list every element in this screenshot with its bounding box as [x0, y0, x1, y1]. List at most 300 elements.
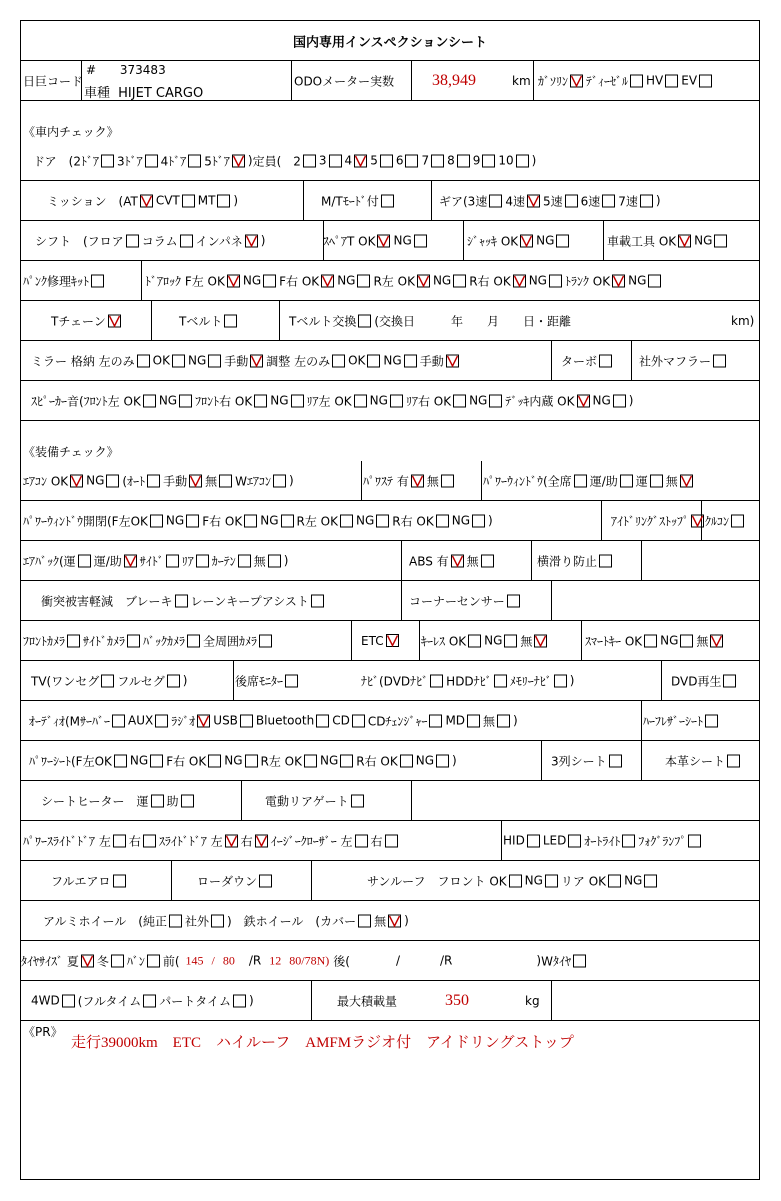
- check-checkbox[interactable]: [714, 234, 727, 247]
- check-label: ターボ: [561, 354, 598, 368]
- check-label: ﾃﾞｯｷ内蔵 OK: [505, 394, 575, 408]
- check-label: 4: [344, 153, 353, 168]
- check-label: 9: [472, 153, 481, 168]
- check-checkbox[interactable]: [70, 474, 83, 487]
- check-checkbox[interactable]: [181, 794, 194, 807]
- check-label: AUX: [128, 713, 154, 728]
- check-checkbox[interactable]: [352, 714, 365, 727]
- check-checkbox[interactable]: [303, 154, 316, 167]
- check-group: [289, 312, 571, 329]
- check-checkbox[interactable]: [380, 154, 393, 167]
- check-label: ﾊｰﾌﾚｻﾞｰｼｰﾄ: [643, 714, 704, 728]
- check-checkbox[interactable]: [175, 594, 188, 607]
- check-checkbox[interactable]: [155, 714, 168, 727]
- check-label: NG: [158, 393, 178, 408]
- check-checkbox[interactable]: [599, 354, 612, 367]
- check-checkbox[interactable]: [417, 274, 430, 287]
- check-row: [21, 221, 759, 261]
- check-checkbox[interactable]: [574, 474, 587, 487]
- check-checkbox[interactable]: [489, 394, 502, 407]
- check-checkbox[interactable]: [358, 914, 371, 927]
- check-label: M/Tﾓｰﾄﾞ付: [321, 194, 379, 208]
- check-checkbox[interactable]: [224, 314, 237, 327]
- check-checkbox[interactable]: [179, 394, 192, 407]
- check-group: [33, 152, 536, 169]
- check-row: [21, 581, 759, 621]
- check-checkbox[interactable]: [710, 634, 723, 647]
- check-label: (ｵｰﾄ: [122, 474, 146, 488]
- check-checkbox[interactable]: [285, 674, 298, 687]
- check-checkbox[interactable]: [489, 194, 502, 207]
- check-checkbox[interactable]: [430, 674, 443, 687]
- check-label: 社外: [184, 914, 209, 928]
- check-label: 5ﾄﾞｱ: [204, 154, 230, 168]
- check-checkbox[interactable]: [321, 274, 334, 287]
- check-checkbox[interactable]: [429, 714, 442, 727]
- check-checkbox[interactable]: [453, 274, 466, 287]
- check-checkbox[interactable]: [608, 874, 621, 887]
- check-checkbox[interactable]: [431, 154, 444, 167]
- check-checkbox[interactable]: [329, 154, 342, 167]
- check-checkbox[interactable]: [340, 514, 353, 527]
- check-label: ): [569, 673, 575, 688]
- inspection-sheet: [20, 20, 760, 1180]
- check-checkbox[interactable]: [208, 354, 221, 367]
- check-checkbox[interactable]: [180, 234, 193, 247]
- check-checkbox[interactable]: [225, 834, 238, 847]
- check-checkbox[interactable]: [527, 834, 540, 847]
- check-checkbox[interactable]: [497, 714, 510, 727]
- check-checkbox[interactable]: [182, 194, 195, 207]
- check-label: 6: [395, 153, 404, 168]
- check-label: 7速: [618, 194, 638, 208]
- cell-divider: [661, 661, 662, 700]
- check-checkbox[interactable]: [468, 634, 481, 647]
- check-checkbox[interactable]: [451, 554, 464, 567]
- check-label: ﾊﾞｯｸｶﾒﾗ: [143, 634, 186, 648]
- check-label: ﾗｼﾞｵ: [171, 714, 196, 728]
- check-checkbox[interactable]: [688, 834, 701, 847]
- check-label: 6速: [580, 194, 601, 208]
- check-row: [21, 341, 759, 381]
- check-checkbox[interactable]: [186, 514, 199, 527]
- check-checkbox[interactable]: [232, 154, 245, 167]
- check-checkbox[interactable]: [640, 194, 653, 207]
- check-group: [41, 792, 197, 809]
- check-label: レーンキープアシスト: [190, 594, 309, 608]
- check-checkbox[interactable]: [678, 234, 691, 247]
- check-checkbox[interactable]: [467, 714, 480, 727]
- check-checkbox[interactable]: [554, 674, 567, 687]
- check-checkbox[interactable]: [520, 234, 533, 247]
- check-group: [179, 312, 240, 329]
- check-checkbox[interactable]: [565, 194, 578, 207]
- check-checkbox[interactable]: [507, 594, 520, 607]
- check-row: [21, 781, 759, 821]
- check-label: NG: [694, 233, 713, 248]
- check-label: NG: [415, 753, 435, 768]
- code-label-cell: [21, 61, 84, 100]
- cell-divider: [603, 221, 604, 260]
- check-checkbox[interactable]: [534, 634, 547, 647]
- check-checkbox[interactable]: [172, 354, 185, 367]
- check-checkbox[interactable]: [167, 674, 180, 687]
- check-checkbox[interactable]: [376, 514, 389, 527]
- check-label: 後席ﾓﾆﾀｰ: [235, 674, 284, 688]
- check-label: Wｴｱｺﾝ: [235, 474, 272, 488]
- check-checkbox[interactable]: [549, 274, 562, 287]
- check-label: ﾊﾟﾜｽﾃ 有: [363, 474, 409, 488]
- check-checkbox[interactable]: [494, 674, 507, 687]
- check-checkbox[interactable]: [196, 554, 209, 567]
- check-group: [551, 752, 625, 769]
- check-checkbox[interactable]: [354, 394, 367, 407]
- check-checkbox[interactable]: [509, 874, 522, 887]
- check-label: LED: [542, 833, 567, 848]
- cell-divider: [401, 581, 402, 620]
- check-checkbox[interactable]: [613, 394, 626, 407]
- check-checkbox[interactable]: [644, 634, 657, 647]
- check-checkbox[interactable]: [400, 754, 413, 767]
- check-checkbox[interactable]: [151, 794, 164, 807]
- check-checkbox[interactable]: [254, 394, 267, 407]
- check-checkbox[interactable]: [357, 274, 370, 287]
- check-checkbox[interactable]: [609, 754, 622, 767]
- check-label: ﾊﾟﾜｰｳｨﾝﾄﾞｳ開閉(F左OK: [23, 514, 148, 528]
- check-checkbox[interactable]: [238, 554, 251, 567]
- check-label: F右 OK: [279, 274, 320, 288]
- check-checkbox[interactable]: [67, 634, 80, 647]
- check-checkbox[interactable]: [385, 834, 398, 847]
- check-label: (交換日 年 月 日・距離: [374, 314, 572, 328]
- check-group: [321, 192, 397, 209]
- check-label: NG: [355, 513, 375, 528]
- check-checkbox[interactable]: [233, 994, 246, 1007]
- check-checkbox[interactable]: [411, 474, 424, 487]
- cell-divider: [351, 621, 352, 660]
- check-checkbox[interactable]: [354, 154, 367, 167]
- check-checkbox[interactable]: [245, 234, 258, 247]
- check-checkbox[interactable]: [527, 194, 540, 207]
- check-checkbox[interactable]: [189, 474, 202, 487]
- fuel-checkbox[interactable]: [630, 74, 643, 87]
- check-checkbox[interactable]: [713, 354, 726, 367]
- check-row: [21, 501, 759, 541]
- check-checkbox[interactable]: [101, 154, 114, 167]
- check-checkbox[interactable]: [145, 154, 158, 167]
- fuel-options: [538, 72, 715, 89]
- check-checkbox[interactable]: [351, 794, 364, 807]
- check-group: [197, 872, 275, 889]
- check-checkbox[interactable]: [602, 194, 615, 207]
- check-checkbox[interactable]: [255, 834, 268, 847]
- check-checkbox[interactable]: [680, 634, 693, 647]
- check-checkbox[interactable]: [187, 634, 200, 647]
- check-label: 右: [128, 834, 141, 848]
- check-label: ｻｲﾄﾞ: [139, 554, 164, 568]
- check-checkbox[interactable]: [644, 874, 657, 887]
- check-checkbox[interactable]: [404, 354, 417, 367]
- check-checkbox[interactable]: [332, 354, 345, 367]
- check-label: MD: [445, 713, 466, 728]
- check-checkbox[interactable]: [377, 234, 390, 247]
- cell-divider: [151, 301, 152, 340]
- check-checkbox[interactable]: [62, 994, 75, 1007]
- check-checkbox[interactable]: [127, 634, 140, 647]
- check-checkbox[interactable]: [245, 754, 258, 767]
- check-checkbox[interactable]: [273, 474, 286, 487]
- check-checkbox[interactable]: [453, 394, 466, 407]
- load-unit: kg: [525, 994, 540, 1008]
- check-checkbox[interactable]: [650, 474, 663, 487]
- check-group: [29, 752, 457, 769]
- check-label: 右: [240, 834, 253, 848]
- load-value: 350: [445, 992, 469, 1009]
- check-label: ﾌﾛﾝﾄ右 OK: [195, 394, 253, 408]
- cell-divider: [411, 781, 412, 820]
- check-label: サンルーフ フロント OK: [367, 874, 507, 888]
- check-label: 運/助: [589, 474, 618, 488]
- check-checkbox[interactable]: [250, 354, 263, 367]
- check-checkbox[interactable]: [648, 274, 661, 287]
- check-label: 全周囲ｶﾒﾗ: [203, 634, 258, 648]
- check-group: [639, 352, 729, 369]
- tire-rear-close: ): [536, 953, 542, 968]
- check-label: OK: [348, 353, 366, 368]
- check-group: [51, 872, 129, 889]
- check-checkbox[interactable]: [545, 874, 558, 887]
- tire-summer-checkbox[interactable]: [81, 954, 94, 967]
- check-checkbox[interactable]: [291, 394, 304, 407]
- check-group: [29, 712, 518, 729]
- check-checkbox[interactable]: [723, 674, 736, 687]
- check-checkbox[interactable]: [568, 834, 581, 847]
- check-checkbox[interactable]: [620, 474, 633, 487]
- check-group: [35, 232, 265, 249]
- check-checkbox[interactable]: [114, 754, 127, 767]
- check-label: 社外マフラー: [639, 354, 712, 368]
- check-label: R右 OK: [356, 754, 398, 768]
- check-label: NG: [260, 513, 279, 528]
- check-label: R左 OK: [296, 514, 338, 528]
- check-checkbox[interactable]: [140, 194, 153, 207]
- check-label: インパネ: [195, 234, 243, 248]
- check-checkbox[interactable]: [188, 154, 201, 167]
- check-checkbox[interactable]: [126, 234, 139, 247]
- check-checkbox[interactable]: [227, 274, 240, 287]
- cell-divider: [171, 861, 172, 900]
- fuel-label: HV: [646, 73, 664, 88]
- check-checkbox[interactable]: [281, 514, 294, 527]
- tire-van-checkbox[interactable]: [147, 954, 160, 967]
- check-checkbox[interactable]: [137, 354, 150, 367]
- check-checkbox[interactable]: [268, 554, 281, 567]
- check-group: [561, 352, 615, 369]
- check-group: [235, 672, 301, 689]
- check-checkbox[interactable]: [240, 714, 253, 727]
- cell-divider: [641, 741, 642, 780]
- check-group: [363, 472, 457, 489]
- code-label: 日巨コード: [23, 74, 84, 88]
- check-label: ﾊﾟﾝｸ修理ｷｯﾄ: [23, 274, 90, 288]
- check-group: [361, 634, 402, 648]
- check-row: [21, 381, 759, 421]
- code-value: 373483: [119, 63, 166, 77]
- check-label: ): [452, 753, 457, 768]
- check-group: [731, 314, 754, 328]
- check-checkbox[interactable]: [147, 474, 160, 487]
- check-label: ) 鉄ホイール (カバー: [226, 914, 357, 928]
- check-checkbox[interactable]: [124, 554, 137, 567]
- check-label: NG: [592, 393, 611, 408]
- check-checkbox[interactable]: [358, 314, 371, 327]
- check-checkbox[interactable]: [386, 634, 399, 647]
- check-checkbox[interactable]: [169, 914, 182, 927]
- odo-value: 38,949: [432, 71, 476, 89]
- check-checkbox[interactable]: [436, 514, 449, 527]
- check-checkbox[interactable]: [112, 714, 125, 727]
- check-checkbox[interactable]: [577, 394, 590, 407]
- tire-front-aspect: 80: [222, 953, 235, 967]
- tire-rear-r: /R: [440, 953, 453, 968]
- check-checkbox[interactable]: [113, 834, 126, 847]
- code-model-cell: [81, 61, 291, 100]
- tire-w-checkbox[interactable]: [573, 954, 586, 967]
- check-checkbox[interactable]: [197, 714, 210, 727]
- check-checkbox[interactable]: [390, 394, 403, 407]
- check-label: シートヒーター 運: [41, 794, 149, 808]
- check-label: ﾒﾓﾘｰﾅﾋﾞ: [509, 674, 552, 688]
- check-label: ｶｰﾃﾝ: [211, 554, 236, 568]
- tire-front-slash: /: [211, 953, 215, 967]
- check-checkbox[interactable]: [680, 474, 693, 487]
- fuel-checkbox[interactable]: [570, 74, 583, 87]
- check-label: ｱｲﾄﾞﾘﾝｸﾞｽﾄｯﾌﾟ: [611, 514, 690, 528]
- check-checkbox[interactable]: [143, 394, 156, 407]
- check-label: ミラー 格納 左のみ: [31, 354, 135, 368]
- check-checkbox[interactable]: [78, 554, 91, 567]
- check-checkbox[interactable]: [388, 914, 401, 927]
- cell-divider: [481, 461, 482, 500]
- check-checkbox[interactable]: [622, 834, 635, 847]
- check-checkbox[interactable]: [414, 234, 427, 247]
- check-checkbox[interactable]: [143, 994, 156, 1007]
- check-group: [23, 472, 294, 489]
- check-label: CVT: [155, 193, 180, 208]
- cell-divider: [431, 181, 432, 220]
- check-label: NG: [383, 353, 402, 368]
- check-label: 無: [520, 634, 533, 648]
- check-checkbox[interactable]: [457, 154, 470, 167]
- check-checkbox[interactable]: [441, 474, 454, 487]
- check-checkbox[interactable]: [91, 274, 104, 287]
- check-checkbox[interactable]: [244, 514, 257, 527]
- check-checkbox[interactable]: [143, 834, 156, 847]
- check-group: [439, 192, 661, 209]
- check-checkbox[interactable]: [211, 914, 224, 927]
- check-label: ABS 有: [409, 554, 449, 568]
- check-group: [665, 752, 743, 769]
- check-checkbox[interactable]: [150, 754, 163, 767]
- check-group: [409, 592, 523, 609]
- check-checkbox[interactable]: [436, 754, 449, 767]
- check-checkbox[interactable]: [166, 554, 179, 567]
- check-checkbox[interactable]: [513, 274, 526, 287]
- cell-divider: [551, 581, 552, 620]
- tire-winter-checkbox[interactable]: [111, 954, 124, 967]
- check-checkbox[interactable]: [106, 474, 119, 487]
- check-checkbox[interactable]: [446, 354, 459, 367]
- check-label: NG: [393, 233, 412, 248]
- odo-unit: km: [512, 73, 531, 88]
- check-checkbox[interactable]: [731, 514, 744, 527]
- check-label: ): [247, 153, 253, 168]
- fuel-checkbox[interactable]: [699, 74, 712, 87]
- check-checkbox[interactable]: [612, 274, 625, 287]
- check-group: [41, 592, 327, 609]
- check-checkbox[interactable]: [217, 194, 230, 207]
- check-row: [21, 821, 759, 861]
- check-checkbox[interactable]: [108, 314, 121, 327]
- check-row: [21, 861, 759, 901]
- cell-divider: [241, 781, 242, 820]
- check-checkbox[interactable]: [556, 234, 569, 247]
- check-checkbox[interactable]: [219, 474, 232, 487]
- check-checkbox[interactable]: [113, 874, 126, 887]
- cell-divider: [541, 741, 542, 780]
- check-checkbox[interactable]: [481, 554, 494, 567]
- check-group: [671, 672, 739, 689]
- check-label: 3: [318, 153, 327, 168]
- check-checkbox[interactable]: [340, 754, 353, 767]
- check-checkbox[interactable]: [367, 354, 380, 367]
- check-group: [705, 512, 747, 529]
- check-group: [23, 832, 401, 849]
- check-checkbox[interactable]: [599, 554, 612, 567]
- check-label: Tベルト: [179, 314, 223, 328]
- check-checkbox[interactable]: [259, 634, 272, 647]
- check-label: R右 OK: [392, 514, 434, 528]
- tire-front-rim: 12: [269, 953, 282, 967]
- load-cell: [331, 981, 571, 1021]
- check-checkbox[interactable]: [259, 874, 272, 887]
- check-checkbox[interactable]: [150, 514, 163, 527]
- check-label: ドア (2ﾄﾞｱ: [33, 154, 99, 168]
- check-checkbox[interactable]: [405, 154, 418, 167]
- check-label: リア OK: [560, 874, 607, 888]
- check-checkbox[interactable]: [504, 634, 517, 647]
- check-checkbox[interactable]: [482, 154, 495, 167]
- cell-divider: [141, 261, 142, 300]
- check-checkbox[interactable]: [381, 194, 394, 207]
- check-checkbox[interactable]: [311, 594, 324, 607]
- check-checkbox[interactable]: [516, 154, 529, 167]
- cell-divider: [401, 541, 402, 580]
- check-checkbox[interactable]: [101, 674, 114, 687]
- check-checkbox[interactable]: [304, 754, 317, 767]
- check-checkbox[interactable]: [472, 514, 485, 527]
- check-checkbox[interactable]: [691, 514, 704, 527]
- fuel-checkbox[interactable]: [665, 74, 678, 87]
- check-group: [503, 832, 704, 849]
- check-checkbox[interactable]: [705, 714, 718, 727]
- check-checkbox[interactable]: [355, 834, 368, 847]
- check-checkbox[interactable]: [727, 754, 740, 767]
- check-checkbox[interactable]: [208, 754, 221, 767]
- check-checkbox[interactable]: [263, 274, 276, 287]
- check-label: ｽﾍﾟｱT OK: [323, 234, 376, 248]
- check-checkbox[interactable]: [316, 714, 329, 727]
